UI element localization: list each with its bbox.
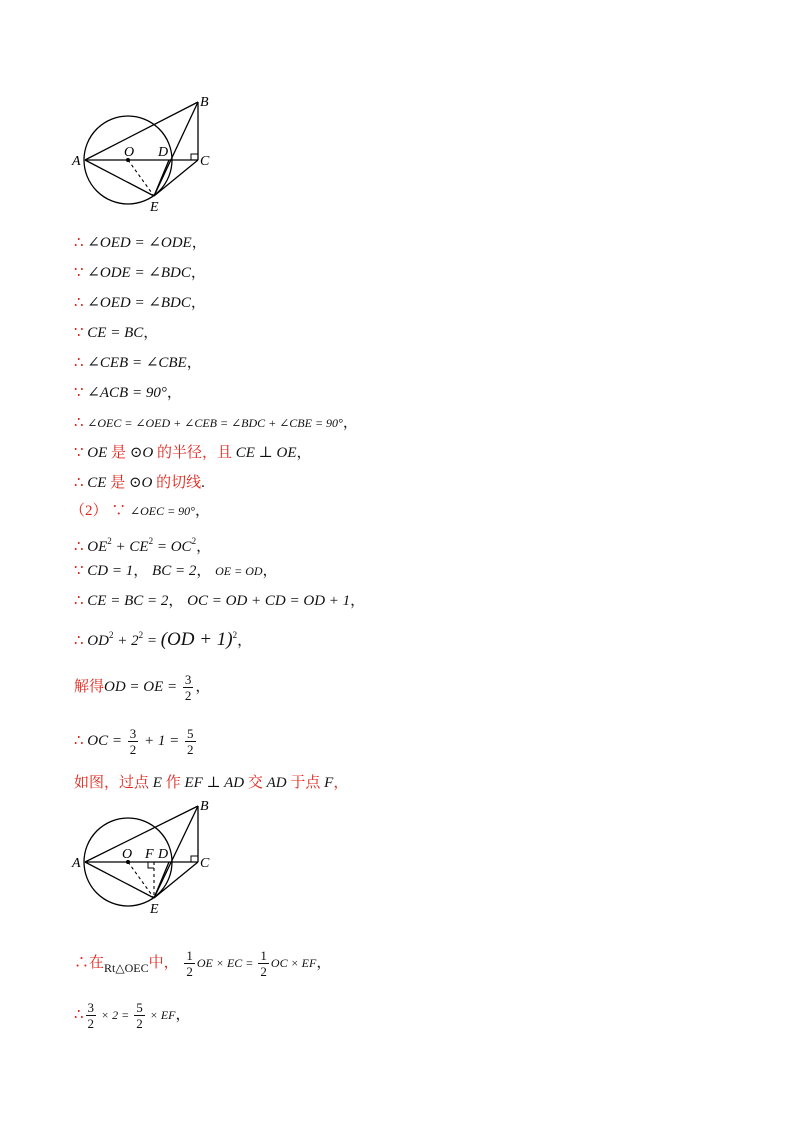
therefore-symbol: ∴ <box>74 235 84 251</box>
punctuation: ， <box>196 539 212 555</box>
therefore-symbol: ∴ <box>74 593 84 609</box>
equation: OE × EC = <box>196 955 257 970</box>
numerator: 1 <box>260 948 267 963</box>
therefore-symbol: ∴ <box>74 1006 84 1023</box>
proof-line-16 <box>74 726 198 757</box>
proof-line-10 <box>70 502 210 520</box>
denominator: 2 <box>260 964 267 979</box>
circle-symbol: ⊙O <box>129 445 154 461</box>
label-e: E <box>150 902 159 917</box>
text: 是 <box>110 475 126 491</box>
point-label: E <box>152 775 162 791</box>
text: 中， <box>148 954 179 971</box>
because-symbol: ∵ <box>111 503 127 519</box>
proof-line-18 <box>74 948 331 979</box>
fraction <box>258 948 269 979</box>
punctuation: ， <box>316 954 332 971</box>
right-angle-mark-f <box>148 862 154 868</box>
fraction <box>183 672 194 703</box>
numerator: 1 <box>186 948 193 963</box>
exponent: 2 <box>108 630 114 640</box>
term: + 2 <box>113 633 139 649</box>
exponent: 2 <box>107 536 112 546</box>
term: (OD + 1) <box>160 629 233 650</box>
fraction <box>134 1000 145 1031</box>
denominator: 2 <box>129 742 137 757</box>
segment-ab <box>85 102 198 160</box>
segment-ae <box>85 862 154 898</box>
numerator: 3 <box>184 672 192 687</box>
equation: OE = OD <box>215 564 263 578</box>
segment-oe-dashed <box>128 862 154 898</box>
label-b: B <box>200 799 209 814</box>
equation: ∠OED = ∠ODE <box>87 235 192 251</box>
geometry-figure-2 <box>70 796 220 931</box>
punctuation: ， <box>143 325 159 341</box>
proof-line-11 <box>74 532 211 556</box>
equation: × EF <box>146 1007 176 1022</box>
proof-line-15 <box>74 672 210 703</box>
text: 的切线 <box>156 475 202 491</box>
text: 于点 <box>286 775 325 791</box>
therefore-symbol: ∴ <box>74 355 84 371</box>
label-e: E <box>150 200 159 215</box>
part-label: （2） <box>70 503 108 519</box>
text: 交 <box>244 775 267 791</box>
term: OD <box>87 633 109 649</box>
segment-ae <box>85 160 154 196</box>
circle-tangent-diagram-with-f <box>70 796 220 926</box>
punctuation: ， <box>196 563 212 579</box>
punctuation: ， <box>333 775 349 791</box>
text: 是 <box>111 445 127 461</box>
equation: ∠OED = ∠BDC <box>87 295 191 311</box>
proof-line-7 <box>74 414 358 432</box>
equation: OC × EF <box>270 955 317 970</box>
punctuation: ， <box>190 295 206 311</box>
label-c: C <box>200 856 210 871</box>
punctuation: ， <box>168 593 184 609</box>
label-a: A <box>72 856 81 871</box>
segment-ec <box>154 862 198 898</box>
text: 如图，过点 <box>74 775 153 791</box>
proof-line-5 <box>74 354 202 372</box>
circle-tangent-diagram <box>70 92 220 222</box>
equation: EF ⊥ AD <box>184 775 245 791</box>
numerator: 3 <box>129 726 137 741</box>
proof-line-12 <box>74 562 278 580</box>
proof-line-2 <box>74 264 206 282</box>
punctuation: ， <box>195 678 211 695</box>
equation: ∠ACB = 90° <box>87 385 167 401</box>
exponent: 2 <box>232 630 238 640</box>
text: 在 <box>89 954 105 971</box>
equation: OC = <box>87 732 126 749</box>
text: 作 <box>161 775 185 791</box>
proof-line-3 <box>74 294 206 312</box>
because-symbol: ∵ <box>74 325 84 341</box>
therefore-symbol: ∴ <box>74 732 84 749</box>
term: = OC <box>153 539 192 555</box>
exponent: 2 <box>138 630 144 640</box>
text: 的半径，且 <box>156 445 232 461</box>
geometry-figure-1 <box>70 92 220 227</box>
because-symbol: ∵ <box>74 563 84 579</box>
fraction <box>185 726 196 757</box>
term: + CE <box>111 539 149 555</box>
therefore-symbol: ∴ <box>74 415 84 431</box>
equation: ∠OEC = 90° <box>130 504 195 518</box>
proof-line-1 <box>74 234 207 252</box>
equation: ∠CEB = ∠CBE <box>87 355 187 371</box>
therefore-symbol: ∴ <box>74 475 84 491</box>
segment-oe-dashed <box>128 160 154 196</box>
term: AD <box>266 775 287 791</box>
equation: ∠ODE = ∠BDC <box>87 265 191 281</box>
equation: OD = OE = <box>104 678 181 695</box>
therefore-symbol: ∴ <box>74 954 90 971</box>
proof-line-9 <box>74 474 205 492</box>
punctuation: ， <box>237 633 253 649</box>
punctuation: ， <box>166 385 182 401</box>
text: 解得 <box>74 678 105 695</box>
equation: CE = BC <box>87 325 144 341</box>
denominator: 2 <box>136 1016 143 1031</box>
punctuation: ， <box>296 445 312 461</box>
equation: BC = 2 <box>152 563 197 579</box>
segment-ec <box>154 160 198 196</box>
proof-line-17 <box>74 774 348 792</box>
equation: + 1 = <box>140 732 184 749</box>
because-symbol: ∵ <box>74 445 84 461</box>
exponent: 2 <box>148 536 154 546</box>
term: = <box>143 633 161 649</box>
punctuation: ， <box>175 1006 191 1023</box>
punctuation: ， <box>191 235 207 251</box>
proof-line-13 <box>74 592 365 610</box>
equation: CE = BC = 2 <box>87 593 169 609</box>
equation: × 2 = <box>98 1007 133 1022</box>
therefore-symbol: ∴ <box>74 539 84 555</box>
punctuation: ， <box>190 265 206 281</box>
punctuation: ， <box>342 415 358 431</box>
fraction <box>86 1000 97 1031</box>
therefore-symbol: ∴ <box>74 633 84 649</box>
term: OE <box>87 445 108 461</box>
circle-symbol: ⊙O <box>128 475 153 491</box>
label-c: C <box>200 154 210 169</box>
equation: ∠OEC = ∠OED + ∠CEB = ∠BDC + ∠CBE = 90° <box>87 416 343 430</box>
term: CE <box>87 475 107 491</box>
therefore-symbol: ∴ <box>74 295 84 311</box>
denominator: 2 <box>87 1016 95 1031</box>
punctuation: ， <box>194 503 210 519</box>
proof-line-8 <box>74 444 312 462</box>
numerator: 5 <box>187 726 194 741</box>
point-label: F <box>324 775 334 791</box>
punctuation: ， <box>350 593 366 609</box>
numerator: 5 <box>136 1000 143 1015</box>
label-d: D <box>158 145 169 160</box>
punctuation: . <box>201 475 205 491</box>
because-symbol: ∵ <box>74 265 84 281</box>
numerator: 3 <box>87 1000 95 1015</box>
punctuation: ， <box>186 355 202 371</box>
fraction <box>184 948 195 979</box>
right-angle-mark-c <box>191 856 198 862</box>
proof-line-4 <box>74 324 158 342</box>
segment-ab <box>85 806 198 862</box>
denominator: 2 <box>184 688 192 703</box>
label-o: O <box>124 145 135 160</box>
punctuation: ， <box>262 563 278 579</box>
equation: CE ⊥ OE <box>235 445 297 461</box>
equation: OC = OD + CD = OD + 1 <box>187 593 351 609</box>
proof-line-19 <box>74 1000 191 1031</box>
denominator: 2 <box>187 742 194 757</box>
proof-line-6 <box>74 384 182 402</box>
denominator: 2 <box>186 964 193 979</box>
label-d: D <box>158 847 169 862</box>
triangle-label: Rt△OEC <box>104 960 149 975</box>
term: OE <box>87 539 108 555</box>
label-a: A <box>72 154 81 169</box>
right-angle-mark <box>191 154 198 160</box>
fraction <box>128 726 139 757</box>
equation: CD = 1 <box>87 563 134 579</box>
proof-line-14 <box>74 626 252 650</box>
label-f: F <box>145 847 154 862</box>
punctuation: ， <box>133 563 149 579</box>
because-symbol: ∵ <box>74 385 84 401</box>
label-o: O <box>122 847 133 862</box>
label-b: B <box>200 95 209 110</box>
exponent: 2 <box>191 536 197 546</box>
